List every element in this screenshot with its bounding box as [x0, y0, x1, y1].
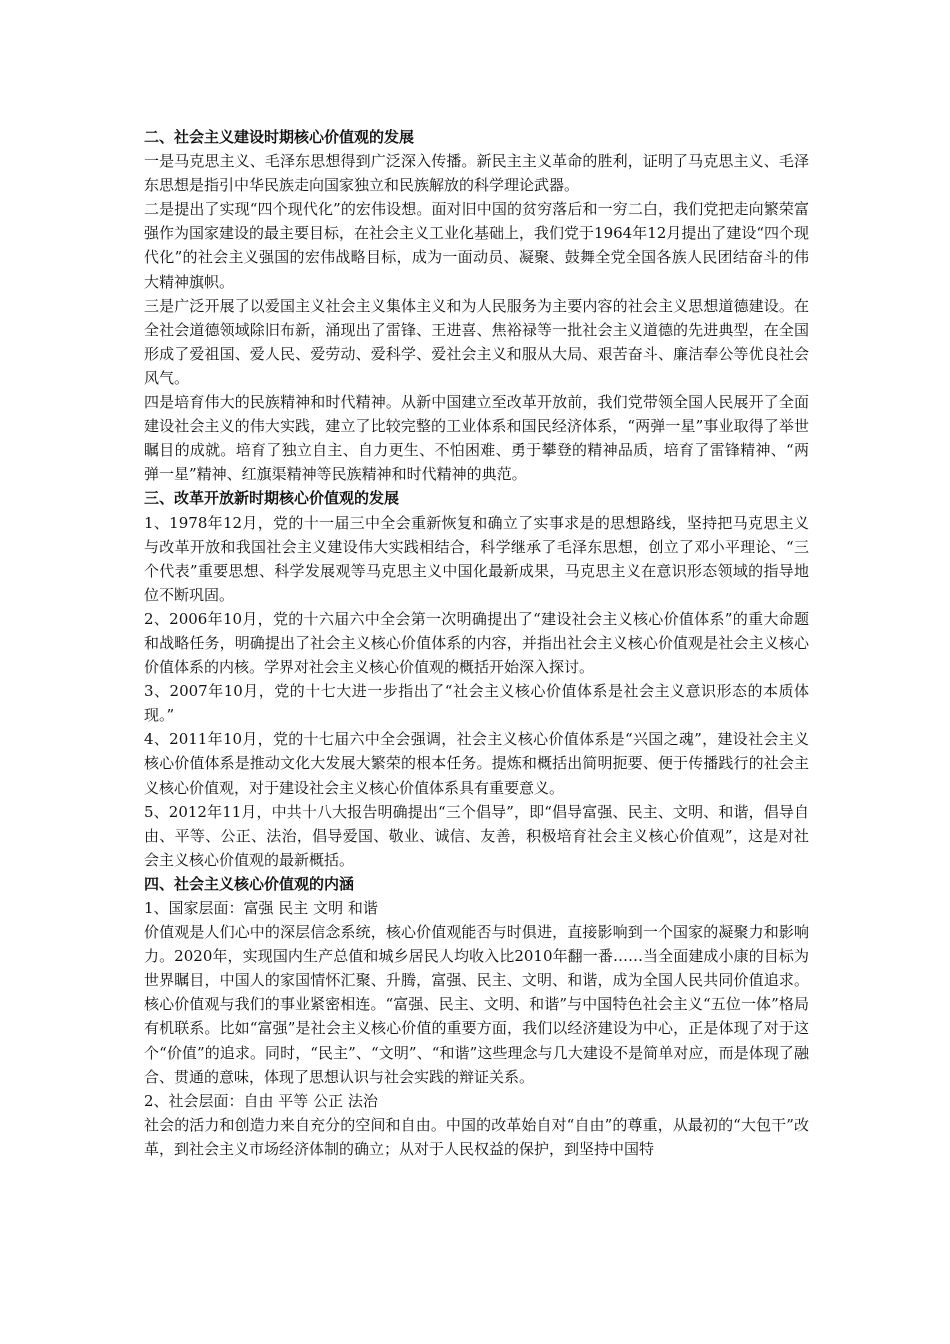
paragraph: 一是马克思主义、毛泽东思想得到广泛深入传播。新民主主义革命的胜利，证明了马克思主义、毛泽东思想是指引中华民族走向国家独立和民族解放的科学理论武器。	[144, 152, 809, 195]
subheading: 1、国家层面：富强 民主 文明 和谐	[144, 899, 378, 917]
paragraph: 3、2007年10月，党的十七大进一步指出了“社会主义核心价值体系是社会主义意识形态的本质体现。”	[144, 682, 809, 725]
subheading: 2、社会层面：自由 平等 公正 法治	[144, 1091, 378, 1110]
paragraph: 2、2006年10月，党的十六届六中全会第一次明确提出了“建设社会主义核心价值体系”的重大命题和战略任务，明确提出了社会主义核心价值体系的内容，并指出社会主义核心价值观是社会主义核心价值体系的内核。学界对社会主义核心价值观的概括开始深入探讨。	[144, 609, 809, 677]
document-body	[144, 125, 809, 1161]
paragraph: 4、2011年10月，党的十七届六中全会强调，社会主义核心价值体系是“兴国之魂”，建设社会主义核心价值体系是推动文化大发展大繁荣的根本任务。提炼和概括出简明扼要、便于传播践行的社会主义核心价值观，对于建设社会主义核心价值体系具有重要意义。	[144, 730, 809, 797]
paragraph: 二是提出了实现“四个现代化”的宏伟设想。面对旧中国的贫穷落后和一穷二白，我们党把走向繁荣富强作为国家建设的最主要目标，在社会主义工业化基础上，我们党于1964年12月提出了建设“四个现代化”的社会主义强国的宏伟战略目标，成为一面动员、凝聚、鼓舞全党全国各族人民团结奋斗的伟大精神旗帜。	[144, 200, 809, 291]
paragraph: 价值观是人们心中的深层信念系统，核心价值观能否与时俱进，直接影响到一个国家的凝聚力和影响力。2020年，实现国内生产总值和城乡居民人均收入比2010年翻一番……当全面建成小康的目标为世界瞩目，中国人的家国情怀汇聚、升腾，富强、民主、文明、和谐，成为全国人民共同价值追求。核心价值观与我们的事业紧密相连。“富强、民主、文明、和谐”与中国特色社会主义“五位一体”格局有机联系。比如“富强”是社会主义核心价值的重要方面，我们以经济建设为中心，正是体现了对于这个“价值”的追求。同时，“民主”、“文明”、“和谐”这些理念与几大建设不是简单对应，而是体现了融合、贯通的意味，体现了思想认识与社会实践的辩证关系。	[144, 923, 809, 1086]
paragraph: 社会的活力和创造力来自充分的空间和自由。中国的改革始自对“自由”的尊重，从最初的“大包干”改革，到社会主义市场经济体制的确立；从对于人民权益的保护，到坚持中国特	[144, 1115, 809, 1158]
section-heading: 三、改革开放新时期核心价值观的发展	[144, 489, 400, 508]
paragraph: 5、2012年11月，中共十八大报告明确提出“三个倡导”，即“倡导富强、民主、文明、和谐，倡导自由、平等、公正、法治，倡导爱国、敬业、诚信、友善，积极培育社会主义核心价值观”，这是对社会主义核心价值观的最新概括。	[144, 802, 809, 869]
section-heading: 二、社会主义建设时期核心价值观的发展	[144, 128, 415, 146]
paragraph: 三是广泛开展了以爱国主义社会主义集体主义和为人民服务为主要内容的社会主义思想道德建设。在全社会道德领域除旧布新，涌现出了雷锋、王进喜、焦裕禄等一批社会主义道德的先进典型，在全国形成了爱祖国、爱人民、爱劳动、爱科学、爱社会主义和服从大局、艰苦奋斗、廉洁奉公等优良社会风气。	[144, 296, 809, 387]
section-heading: 四、社会主义核心价值观的内涵	[144, 874, 355, 893]
paragraph: 1、1978年12月，党的十一届三中全会重新恢复和确立了实事求是的思想路线，坚持把马克思主义与改革开放和我国社会主义建设伟大实践相结合，科学继承了毛泽东思想，创立了邓小平理论、“三个代表”重要思想、科学发展观等马克思主义中国化最新成果，马克思主义在意识形态领域的指导地位不断巩固。	[144, 513, 809, 604]
paragraph: 四是培育伟大的民族精神和时代精神。从新中国建立至改革开放前，我们党带领全国人民展开了全面建设社会主义的伟大实践，建立了比较完整的工业体系和国民经济体系，“两弹一星”事业取得了举世瞩目的成就。培育了独立自主、自力更生、不怕困难、勇于攀登的精神品质，培育了雷锋精神、“两弹一星”精神、红旗渠精神等民族精神和时代精神的典范。	[144, 393, 809, 484]
